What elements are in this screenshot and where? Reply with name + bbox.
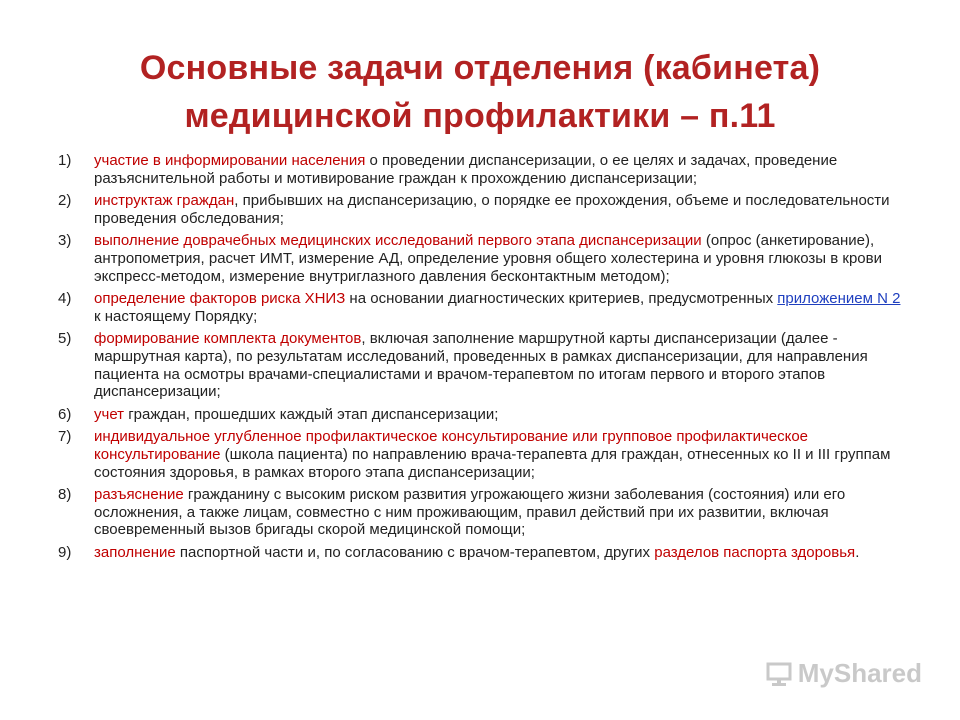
list-item-number: 8): [58, 486, 72, 504]
list-item-text: [94, 486, 845, 538]
text-span: паспортной части и, по согласованию с врачом-терапевтом, других: [175, 543, 655, 561]
list-item-number: 7): [58, 428, 72, 446]
highlighted-text: определение факторов риска ХНИЗ: [94, 290, 346, 308]
list-item-number: 6): [58, 405, 72, 423]
list-item: [58, 192, 908, 227]
slide-title-line-1: Основные задачи отделения (кабинета): [139, 49, 821, 87]
text-span: на основании диагностических критериев, предусмотренных: [345, 290, 778, 308]
list-item: [58, 290, 908, 325]
list-item-number: 3): [58, 232, 72, 250]
text-span: к настоящему Порядку;: [94, 307, 258, 325]
list-item-number: 4): [58, 290, 72, 308]
list-item: [58, 406, 908, 424]
slide-title-line-2: медицинской профилактики – п.11: [184, 97, 776, 135]
list-item-number: 1): [58, 152, 72, 169]
list-item-number: 5): [58, 330, 72, 348]
text-span: .: [855, 543, 860, 561]
highlighted-text: выполнение доврачебных медицинских исследований первого этапа диспансеризации: [94, 232, 702, 250]
list-item: [58, 152, 908, 187]
highlighted-text: разделов паспорта здоровья: [654, 543, 856, 561]
list-item-text: [94, 406, 498, 423]
task-list: [58, 152, 908, 566]
highlighted-text: участие в информировании населения: [94, 152, 366, 169]
watermark-text: MyShared: [797, 658, 922, 688]
watermark: [766, 658, 922, 689]
list-item-text: [94, 428, 890, 480]
appendix-link[interactable]: приложением N 2: [777, 290, 901, 308]
text-span: , прибывших на диспансеризацию, о порядке ее прохождения, объеме и последовательности проведения обследования;: [94, 192, 890, 227]
text-span: гражданину с высоким риском развития угрожающего жизни заболевания (состояния) или его осложнения, а также лицам, совместно с ним проживающим, правил действий при их развитии, включая своевременный вызов бригады скорой медицинской помощи;: [94, 486, 846, 539]
highlighted-text: заполнение: [94, 543, 176, 561]
list-item: [58, 330, 908, 400]
list-item-text: [94, 232, 882, 284]
list-item-text: [94, 330, 868, 400]
highlighted-text: инструктаж граждан: [94, 192, 235, 210]
list-item-number: 2): [58, 192, 72, 210]
list-item: [58, 486, 908, 539]
list-item-text: [94, 152, 837, 187]
highlighted-text: разъяснение: [94, 486, 184, 504]
text-span: граждан, прошедших каждый этап диспансеризации;: [124, 405, 499, 423]
list-item-text: [94, 192, 890, 227]
list-item-number: 9): [58, 543, 72, 561]
text-span: , включая заполнение маршрутной карты диспансеризации (далее - маршрутная карта), по результатам исследований, проведенных в рамках диспансеризации, для направления пациента на осмотры врачами-специалистами и врачом-терапевтом по итогам первого и второго этапов диспансеризации;: [94, 330, 868, 401]
text-span: (опрос (анкетирование), антропометрия, расчет ИМТ, измерение АД, определение уровня общего холестерина и уровня глюкозы в крови экспресс-методом, измерение внутриглазного давления бесконтактным методом);: [94, 232, 882, 285]
list-item: [58, 544, 908, 562]
highlighted-text: формирование комплекта документов: [94, 330, 362, 348]
list-item-text: [94, 544, 859, 561]
highlighted-text: учет: [94, 405, 125, 423]
slide-title: [60, 44, 900, 140]
text-span: о проведении диспансеризации, о ее целях и задачах, проведение разъяснительной работы и мотивирование граждан к прохождению диспансеризации;: [94, 152, 838, 187]
list-item: [58, 232, 908, 285]
projector-screen-icon: [766, 661, 792, 687]
list-item: [58, 428, 908, 481]
highlighted-text: индивидуальное углубленное профилактическое консультирование или групповое профилактическое консультирование: [94, 428, 809, 463]
list-item-text: [94, 290, 900, 325]
text-span: (школа пациента) по направлению врача-терапевта для граждан, отнесенных ко II и III группам состояния здоровья, в рамках второго этапа диспансеризации;: [94, 445, 891, 481]
